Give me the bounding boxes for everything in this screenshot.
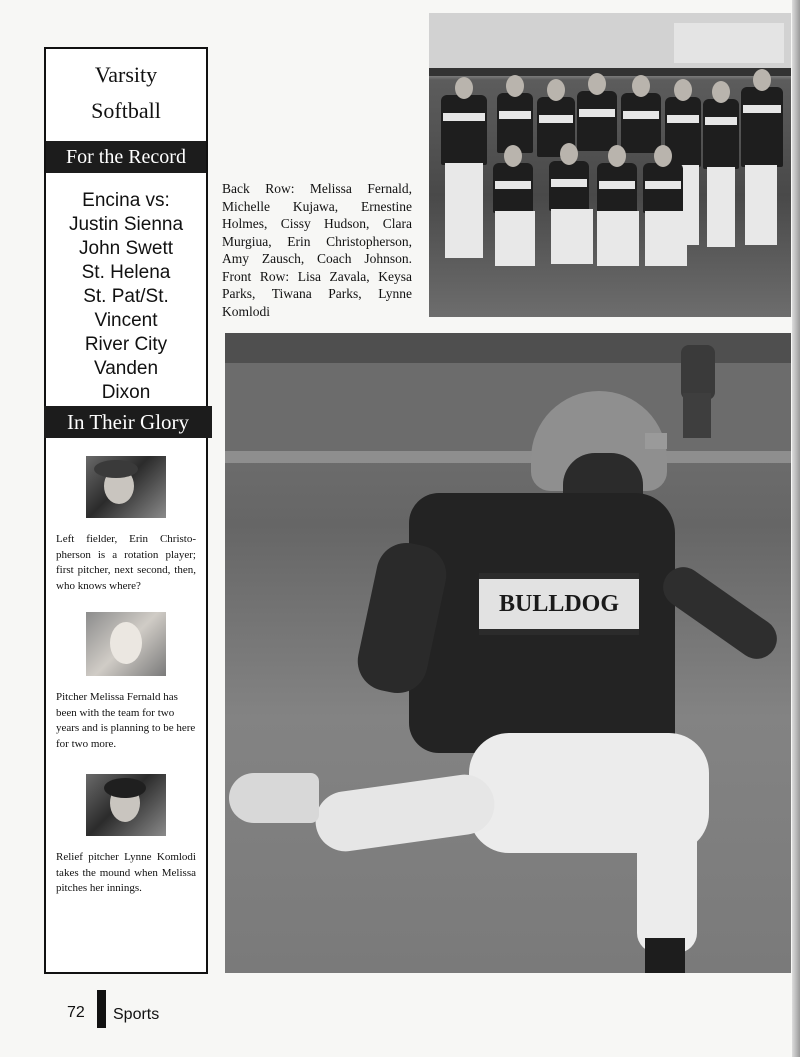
team-photo xyxy=(429,13,791,317)
jersey-stripe xyxy=(551,179,587,187)
jersey-stripe xyxy=(443,113,485,121)
record-item: Dixon xyxy=(101,382,151,403)
record-item: St. Helena xyxy=(81,262,171,283)
jersey-stripe xyxy=(645,181,681,189)
jersey-stripe xyxy=(539,115,573,123)
jersey-stripe xyxy=(623,111,659,119)
glory-caption: Pitcher Melissa Fernald has been with the team for two years and is planning to be here for two more. xyxy=(56,691,196,750)
sidebar-box xyxy=(44,47,208,974)
page-edge xyxy=(792,0,800,1057)
page-number: 72 xyxy=(67,1004,85,1021)
title-line-softball: Softball xyxy=(91,98,161,123)
glory-item-komlodi xyxy=(46,752,206,897)
record-item: Encina vs: xyxy=(82,190,170,211)
record-item: Vanden xyxy=(93,358,159,379)
record-item: St. Pat/St. xyxy=(83,286,169,307)
record-item: River City xyxy=(84,334,168,355)
jersey-stripe xyxy=(579,109,615,117)
jersey-stripe xyxy=(495,181,531,189)
section-label: Sports xyxy=(113,1006,160,1023)
roster-caption: Back Row: Melissa Fernald, Michelle Kujawa, Ernestine Holmes, Cissy Hudson, Clara Murgiua, Erin Christopherson, Amy Zausch, Coach Johnson. Front Row: Lisa Zavala, Keysa Parks, Tiwana Parks, Lynne Komlodi xyxy=(222,181,412,319)
record-item: John Swett xyxy=(79,238,173,259)
record-heading: For the Record xyxy=(46,141,206,173)
jersey-stripe xyxy=(499,111,531,119)
record-list xyxy=(46,173,206,406)
jersey-stripe xyxy=(667,115,699,123)
glory-heading: In Their Glory xyxy=(44,406,212,438)
record-item: Justin Sienna xyxy=(68,214,184,235)
glory-caption: Relief pitcher Lynne Komlodi takes the mound when Melissa pitches her innings. xyxy=(56,851,196,894)
portrait-photo xyxy=(86,456,166,518)
jersey-stripe xyxy=(599,181,635,189)
portrait-photo xyxy=(86,774,166,836)
glory-caption: Left fielder, Erin Christo-pherson is a rotation player; first pitcher, next second, then, who knows where? xyxy=(56,533,196,592)
action-jersey-text: BULLDOG xyxy=(498,591,620,617)
title-line-varsity: Varsity xyxy=(94,62,158,87)
action-jersey-band xyxy=(479,573,639,635)
glory-item-christopherson xyxy=(46,438,206,594)
jersey-stripe xyxy=(705,117,737,125)
portrait-photo xyxy=(86,612,166,676)
glory-item-fernald xyxy=(46,594,206,752)
action-photo xyxy=(225,333,791,973)
jersey-stripe xyxy=(743,105,781,113)
record-item: Vincent xyxy=(94,310,158,331)
folio-bar xyxy=(97,990,106,1028)
sidebar-title xyxy=(46,49,206,141)
